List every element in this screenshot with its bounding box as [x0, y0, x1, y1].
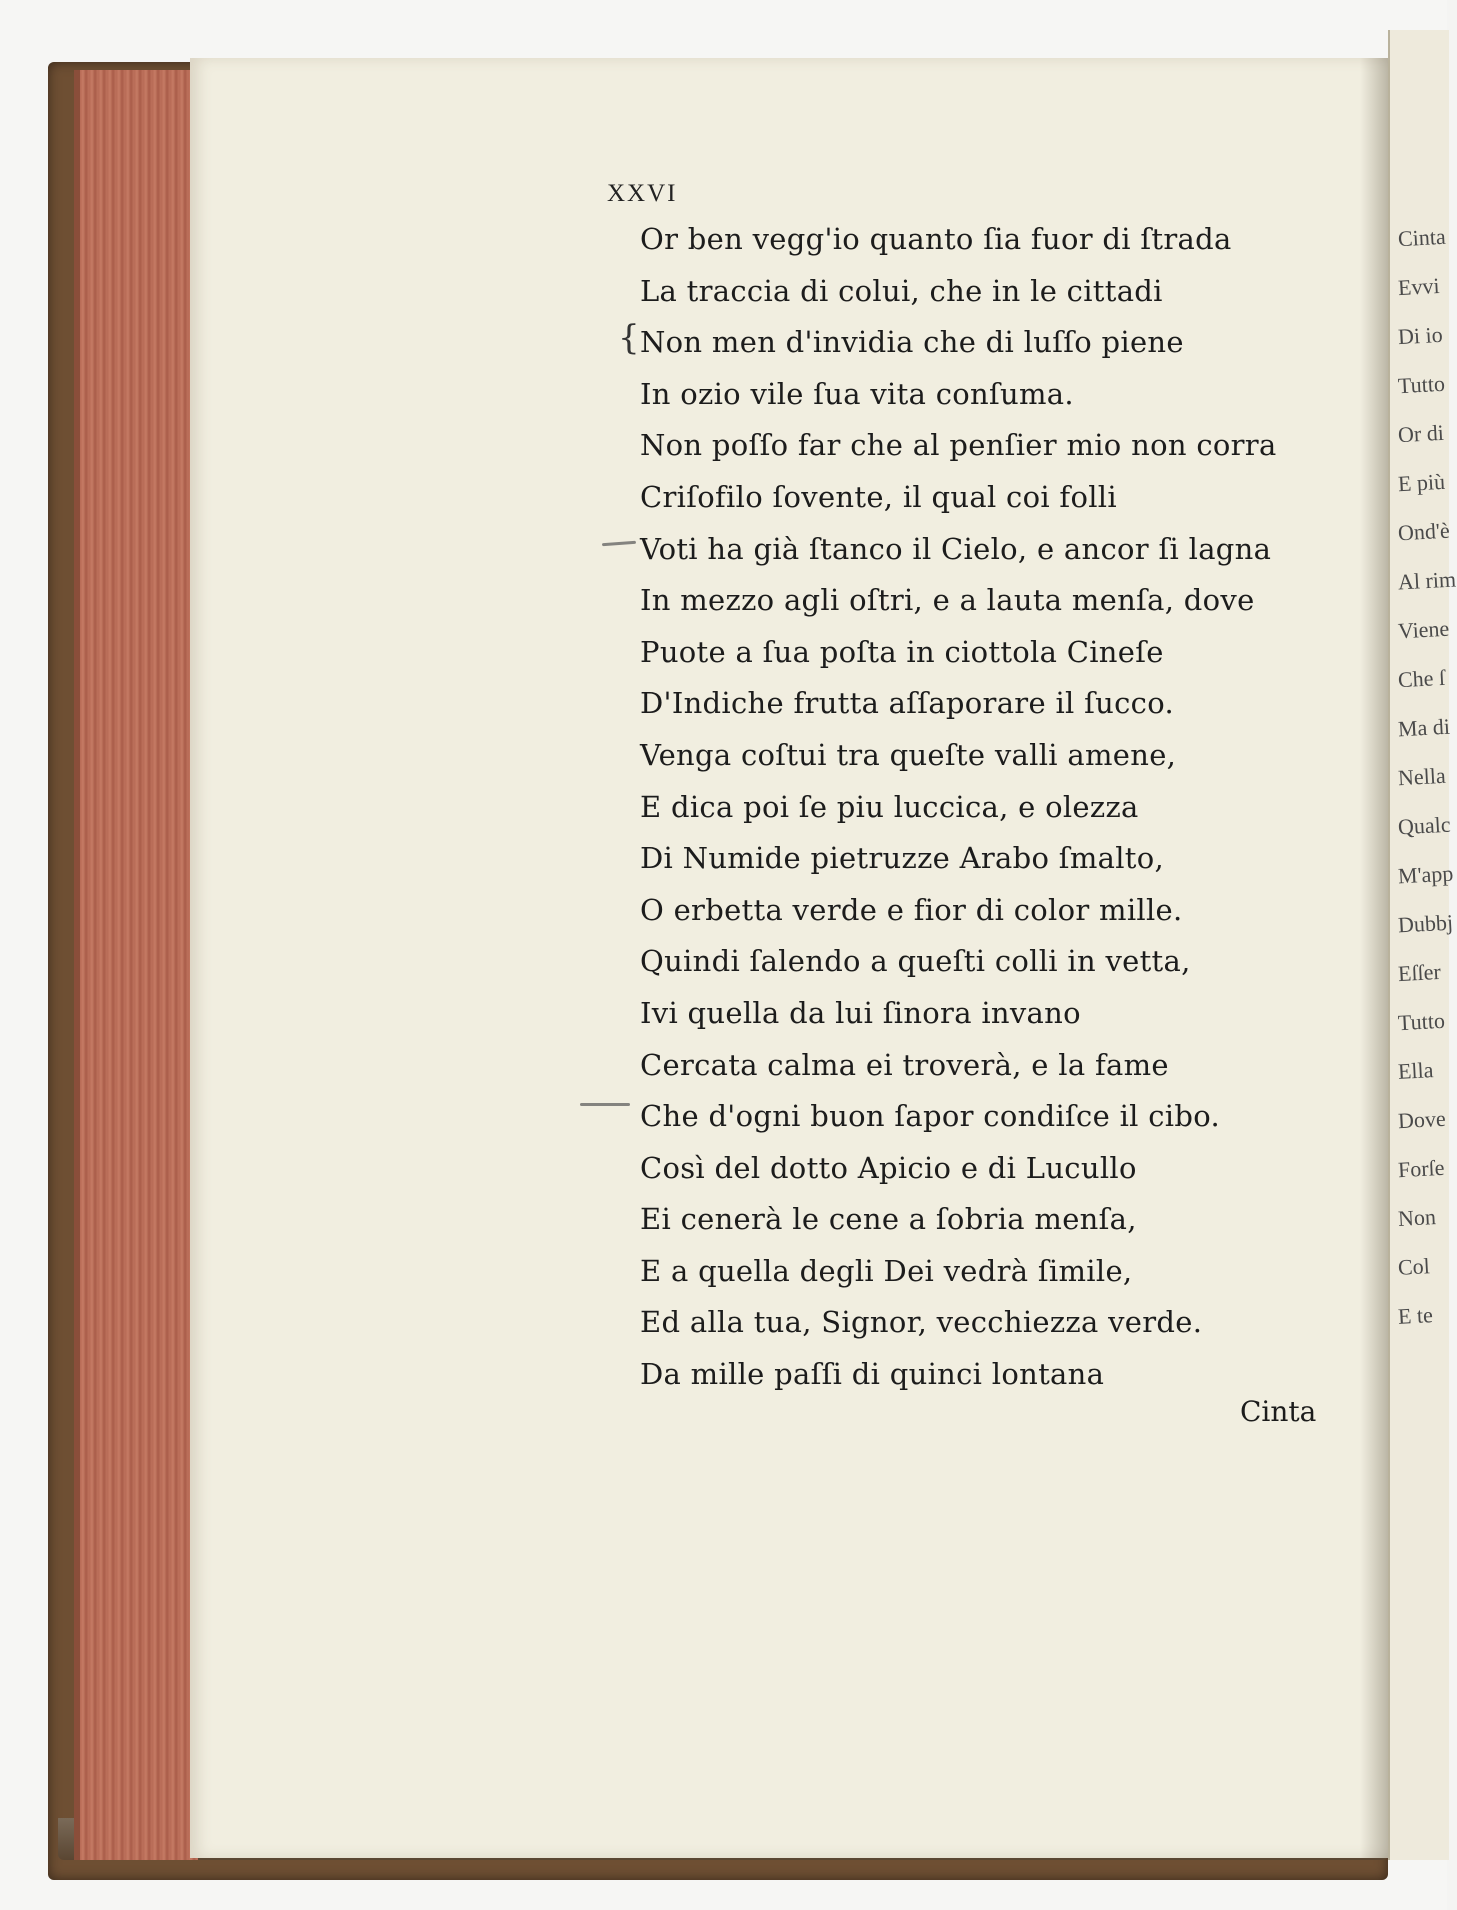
facing-page-fragment: Nella — [1397, 762, 1447, 791]
poem-line: Di Numide pietruzze Arabo ſmalto, — [640, 841, 1165, 876]
poem-line: Ivi quella da lui ſinora invano — [640, 995, 1081, 1030]
facing-page-fragment: Col — [1397, 1253, 1431, 1280]
poem-line: Quindi ſalendo a queſti colli in vetta, — [640, 944, 1191, 979]
margin-pencil-mark — [580, 1103, 630, 1106]
facing-page-fragment: M'app — [1397, 860, 1454, 889]
facing-page-fragment: E più — [1397, 468, 1446, 497]
facing-page — [1388, 30, 1457, 1860]
facing-page-fragment: Viene — [1397, 615, 1450, 644]
margin-bracket-mark: { — [618, 318, 640, 358]
facing-page-fragment: Che ſ — [1397, 664, 1446, 693]
red-page-edges — [74, 70, 198, 1860]
facing-page-fragment: Di io — [1397, 321, 1444, 350]
poem-line: In ozio vile ſua vita conſuma. — [640, 376, 1074, 411]
facing-page-fragment: Dove — [1397, 1105, 1447, 1134]
facing-page-fragment: Ond'è — [1397, 517, 1451, 546]
facing-page-fragment: Qualc — [1397, 811, 1452, 840]
poem-line: Non poſſo far che al penſier mio non corra — [640, 428, 1277, 463]
poem-line: Che d'ogni buon ſapor condiſce il cibo. — [640, 1099, 1220, 1134]
catchword: Cinta — [1240, 1395, 1317, 1428]
facing-page-fragment: Non — [1397, 1204, 1437, 1231]
poem-line: O erbetta verde e fior di color mille. — [640, 892, 1183, 927]
poem-line: La traccia di colui, che in le cittadi — [640, 273, 1163, 308]
poem-line: E a quella degli Dei vedrà ſimile, — [640, 1253, 1133, 1288]
poem-line: Voti ha già ſtanco il Cielo, e ancor ſi lagna — [640, 531, 1272, 566]
gutter-shadow — [1360, 58, 1390, 1858]
poem-line: Ed alla tua, Signor, vecchiezza verde. — [640, 1305, 1203, 1340]
poem-line: In mezzo agli oſtri, e a lauta menſa, dove — [640, 583, 1255, 618]
facing-page-fragment: Evvi — [1397, 272, 1441, 301]
facing-page-fragment: Dubbj — [1397, 909, 1454, 938]
poem-line: Cercata calma ei troverà, e la fame — [640, 1047, 1169, 1082]
poem-line: Or ben vegg'io quanto ſia fuor di ſtrada — [640, 222, 1232, 256]
facing-page-fragment: Tutto — [1397, 1007, 1446, 1036]
poem-text — [640, 214, 1277, 1401]
poem-line: Non men d'invidia che di luſſo piene — [640, 325, 1184, 360]
poem-line: Puote a ſua poſta in ciottola Cineſe — [640, 634, 1164, 669]
facing-page-fragment: Eſſer — [1397, 958, 1442, 987]
facing-page-fragment: Ma di — [1397, 713, 1451, 742]
page-number: XXVI — [607, 180, 678, 207]
poem-line: Venga coſtui tra queſte valli amene, — [640, 737, 1177, 772]
poem-line: E dica poi ſe piu luccica, e olezza — [640, 789, 1139, 824]
facing-page-fragment: Al rim — [1397, 566, 1457, 595]
facing-page-fragment: Ella — [1397, 1057, 1435, 1084]
poem-line: Criſofilo ſovente, il qual coi folli — [640, 479, 1117, 514]
facing-page-fragment: Forſe — [1397, 1154, 1446, 1183]
poem-line: Ei cenerà le cene a ſobria menſa, — [640, 1202, 1137, 1237]
facing-page-fragment: Cinta — [1397, 223, 1447, 252]
poem-line: D'Indiche frutta aſſaporare il ſucco. — [640, 686, 1174, 721]
facing-page-fragment: E te — [1397, 1302, 1434, 1329]
poem-line: Da mille paſſi di quinci lontana — [640, 1357, 1105, 1392]
poem-line: Così del dotto Apicio e di Lucullo — [640, 1150, 1137, 1185]
facing-page-fragment: Or di — [1397, 419, 1445, 448]
facing-page-fragment: Tutto — [1397, 370, 1446, 399]
